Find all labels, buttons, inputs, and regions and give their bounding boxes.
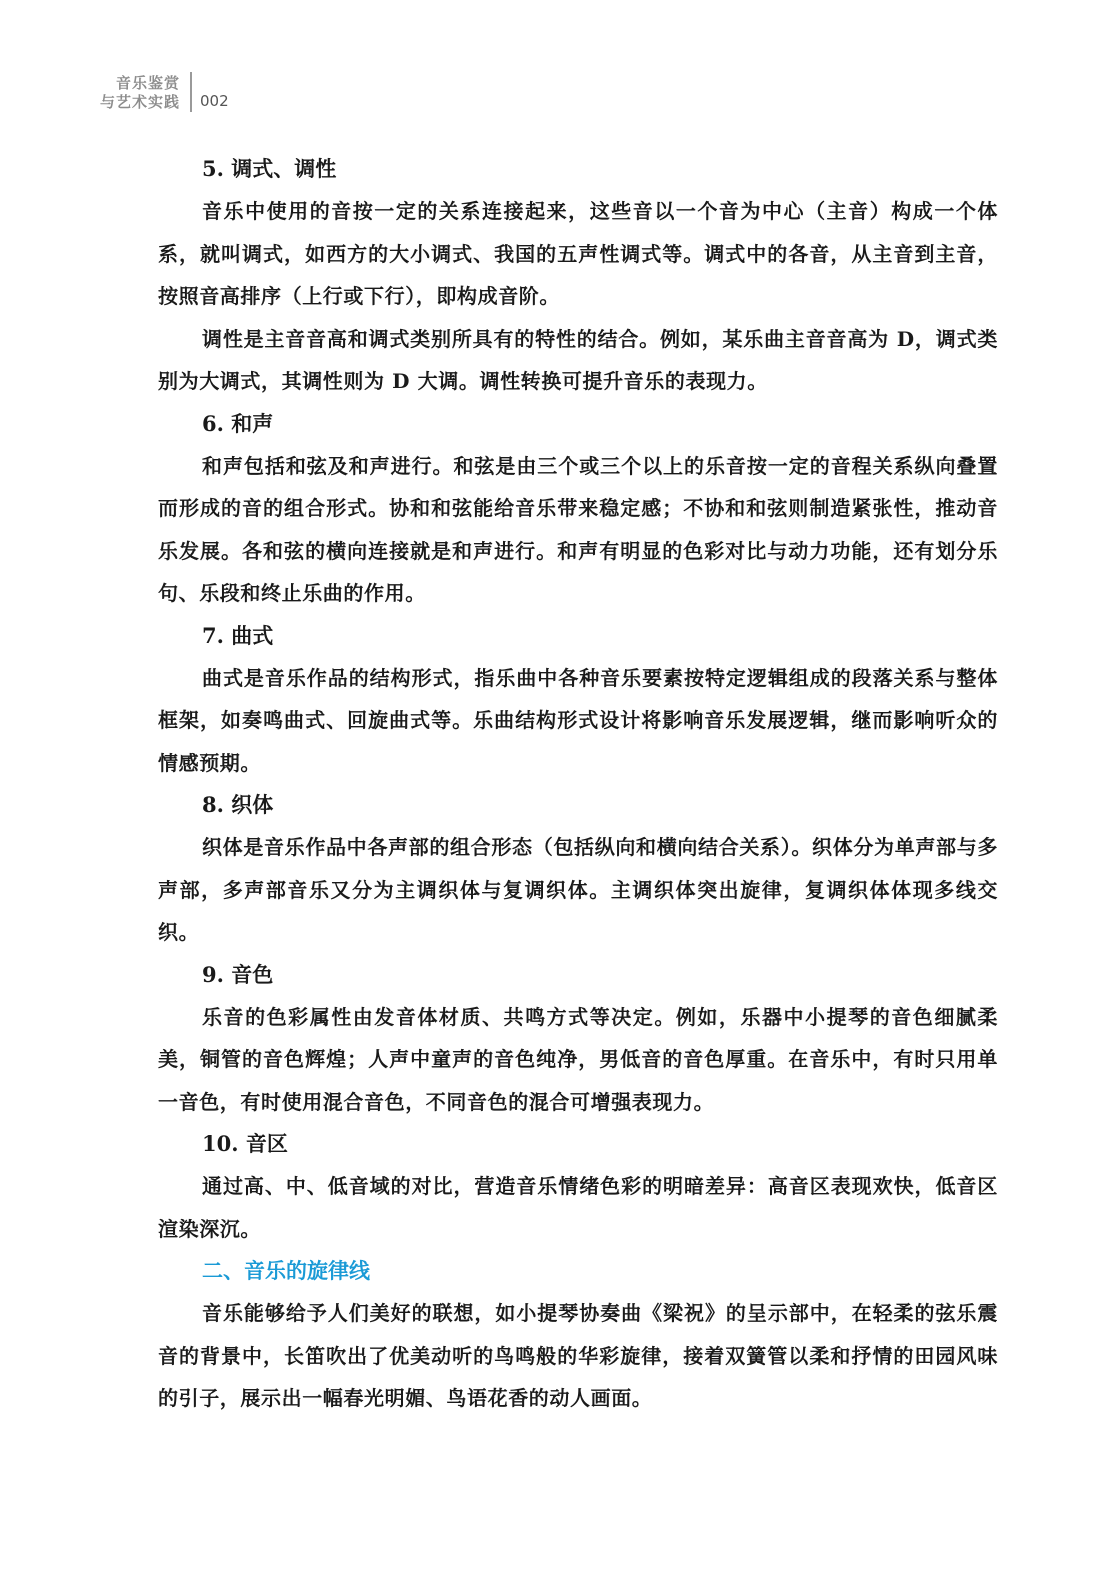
page-number: 002 [200,92,229,110]
section-heading-register: 10. 音区 [202,1131,288,1156]
paragraph: 曲式是音乐作品的结构形式，指乐曲中各种音乐要素按特定逻辑组成的段落关系与整体框架，如奏鸣曲式、回旋曲式等。乐曲结构形式设计将影响音乐发展逻辑，继而影响听众的情感预期。 [158,665,998,775]
header-divider [190,72,192,112]
book-title-line1: 音乐鉴赏 [116,74,181,92]
section-heading-timbre: 9. 音色 [202,961,274,987]
section-heading-harmony: 6. 和声 [202,410,274,436]
paragraph: 和声包括和弦及和声进行。和弦是由三个或三个以上的乐音按一定的音程关系纵向叠置而形成的音的组合形式。协和和弦能给音乐带来稳定感；不协和和弦则制造紧张性，推动音乐发展。各和弦的横向连接就是和声进行。和声有明显的色彩对比与动力功能，还有划分乐句、乐段和终止乐曲的作用。 [158,453,998,605]
paragraph: 乐音的色彩属性由发音体材质、共鸣方式等决定。例如，乐器中小提琴的音色细腻柔美，铜管的音色辉煌；人声中童声的音色纯净，男低音的音色厚重。在音乐中，有时只用单一音色，有时使用混合音色，不同音色的混合可增强表现力。 [158,1004,998,1114]
section-heading-texture: 8. 织体 [202,792,274,817]
part-heading-melodic-line: 二、音乐的旋律线 [202,1259,370,1283]
paragraph: 音乐能够给予人们美好的联想，如小提琴协奏曲《梁祝》的呈示部中，在轻柔的弦乐震音的背景中，长笛吹出了优美动听的鸟鸣般的华彩旋律，接着双簧管以柔和抒情的田园风味的引子，展示出一幅春光明媚、鸟语花香的动人画面。 [158,1301,998,1410]
book-title-line2: 与艺术实践 [100,93,181,111]
section-heading-mode: 5. 调式、调性 [202,156,337,181]
paragraph: 音乐中使用的音按一定的关系连接起来，这些音以一个音为中心（主音）构成一个体系，就叫调式，如西方的大小调式、我国的五声性调式等。调式中的各音，从主音到主音，按照音高排序（上行或下行），即构成音阶。 [158,199,998,308]
book-title [100,74,180,112]
page-body [158,148,998,1420]
paragraph: 通过高、中、低音域的对比，营造音乐情绪色彩的明暗差异：高音区表现欢快，低音区渲染深沉。 [158,1174,998,1241]
paragraph: 调性是主音音高和调式类别所具有的特性的结合。例如，某乐曲主音音高为 D，调式类别为大调式，其调性则为 D 大调。调性转换可提升音乐的表现力。 [158,326,998,393]
running-header [100,70,229,112]
paragraph: 织体是音乐作品中各声部的组合形态（包括纵向和横向结合关系）。织体分为单声部与多声部，多声部音乐又分为主调织体与复调织体。主调织体突出旋律，复调织体体现多线交织。 [158,835,998,944]
section-heading-form: 7. 曲式 [202,622,274,648]
